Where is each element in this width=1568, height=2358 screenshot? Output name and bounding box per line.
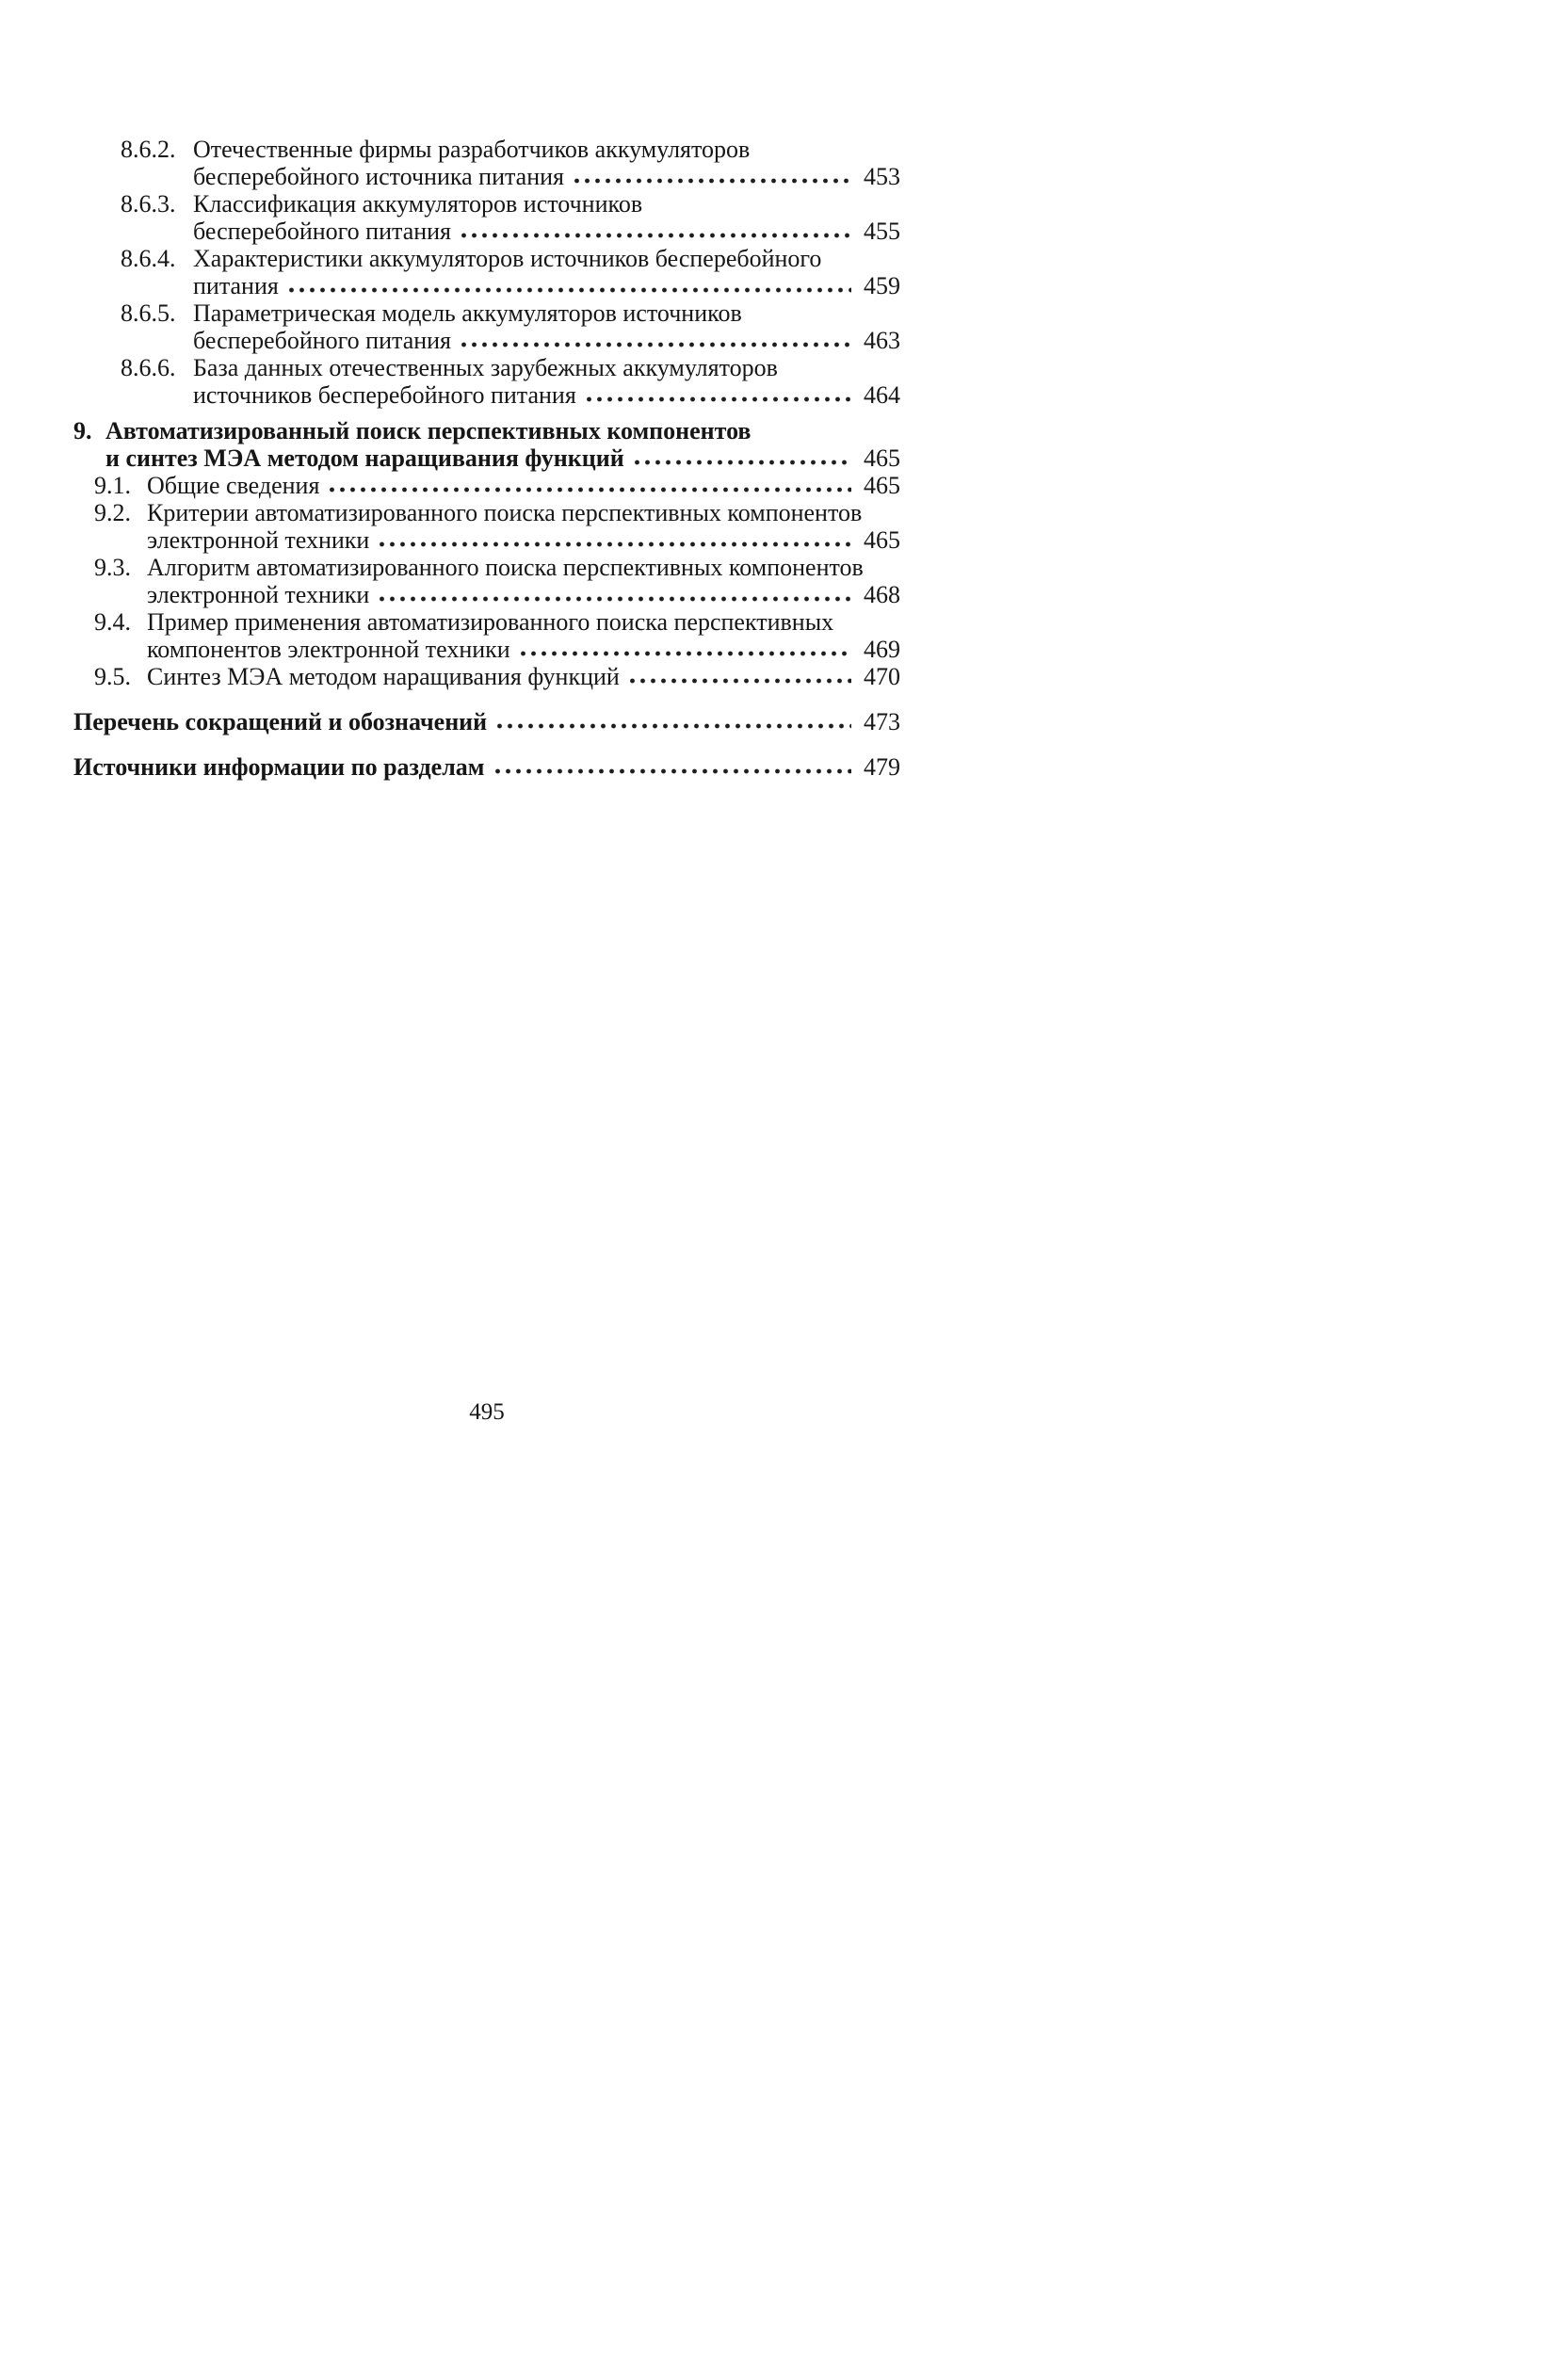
dot-leader [494,723,851,729]
entry-page-number: 468 [864,581,900,608]
footer-page-number: 495 [469,1399,505,1425]
toc-entry [73,663,900,690]
toc-entry [73,299,900,354]
entry-last-line [105,444,900,472]
toc-list [73,136,900,781]
entry-last-line [193,381,900,409]
entry-number: 8.6.6. [121,354,176,381]
entry-body [73,753,900,781]
entry-line: Автоматизированный поиск перспективных компонентов [105,417,752,444]
entry-body [193,245,900,299]
entry-text: компонентов электронной техники [147,636,510,663]
dot-leader [584,396,851,402]
entry-page-number: 453 [864,163,900,190]
entry-body [147,554,900,608]
entry-number: 9.5. [94,663,131,690]
entry-last-line [73,708,900,735]
entry-line: Отечественные фирмы разработчиков аккумуляторов [193,136,751,163]
entry-text: бесперебойного источника питания [193,163,564,190]
entry-last-line [193,163,900,190]
dot-leader [572,178,851,184]
entry-body [105,417,900,472]
entry-body [147,608,900,663]
entry-last-line [147,526,900,554]
toc-entry [73,245,900,299]
entry-page-number: 473 [864,708,900,735]
entry-line: Классификация аккумуляторов источников [193,190,643,218]
page-footer [73,1399,900,1426]
toc-entry [73,472,900,499]
toc-entry [73,354,900,409]
entry-number: 9.1. [94,472,131,499]
toc-entry [73,136,900,190]
entry-page-number: 469 [864,636,900,663]
entry-line: Критерии автоматизированного поиска перспективных компонентов [147,499,863,526]
entry-body [193,354,900,409]
entry-body [193,136,900,190]
dot-leader [627,678,851,684]
entry-body [193,190,900,245]
entry-last-line [193,218,900,245]
dot-leader [518,651,851,656]
toc-entry [73,554,900,608]
entry-number: 8.6.3. [121,190,176,218]
entry-number: 9. [73,417,92,444]
entry-number: 8.6.2. [121,136,176,163]
entry-page-number: 463 [864,327,900,354]
entry-text: и синтез МЭА методом наращивания функций [105,444,624,472]
toc-entry [73,708,900,735]
entry-text: электронной техники [147,526,370,554]
entry-number: 8.6.4. [121,245,176,272]
toc-entry [73,753,900,781]
entry-page-number: 459 [864,272,900,299]
toc-entry [73,190,900,245]
dot-leader [377,596,851,602]
dot-leader [632,460,851,465]
entry-line: Параметрическая модель аккумуляторов источников [193,299,742,327]
toc-entry [73,417,900,472]
entry-text: бесперебойного питания [193,218,452,245]
entry-text: питания [193,272,279,299]
entry-last-line [147,663,900,690]
entry-last-line [73,753,900,781]
toc-entry [73,608,900,663]
entry-text: Источники информации по разделам [73,753,485,781]
entry-text: бесперебойного питания [193,327,452,354]
entry-last-line [147,472,900,499]
entry-page-number: 455 [864,218,900,245]
entry-page-number: 479 [864,753,900,781]
entry-page-number: 465 [864,444,900,472]
entry-text: Синтез МЭА методом наращивания функций [147,663,620,690]
entry-body [147,472,900,499]
entry-body [73,708,900,735]
entry-text: Общие сведения [147,472,320,499]
entry-number: 8.6.5. [121,299,176,327]
entry-number: 9.4. [94,608,131,636]
entry-last-line [193,327,900,354]
entry-line: Пример применения автоматизированного поиска перспективных [147,608,834,636]
entry-page-number: 464 [864,381,900,409]
dot-leader [493,768,851,774]
entry-text: источников бесперебойного питания [193,381,576,409]
dot-leader [286,287,851,293]
dot-leader [459,233,851,238]
entry-text: электронной техники [147,581,370,608]
entry-body [147,499,900,554]
entry-number: 9.2. [94,499,131,526]
entry-line: База данных отечественных зарубежных аккумуляторов [193,354,778,381]
entry-page-number: 470 [864,663,900,690]
entry-line: Алгоритм автоматизированного поиска перспективных компонентов [147,554,864,581]
entry-last-line [147,581,900,608]
dot-leader [377,541,851,547]
entry-text: Перечень сокращений и обозначений [73,708,488,735]
entry-page-number: 465 [864,526,900,554]
entry-last-line [147,636,900,663]
entry-number: 9.3. [94,554,131,581]
dot-leader [459,342,851,347]
entry-line: Характеристики аккумуляторов источников бесперебойного [193,245,822,272]
toc-entry [73,499,900,554]
entry-page-number: 465 [864,472,900,499]
entry-body [147,663,900,690]
dot-leader [327,487,851,493]
entry-last-line [193,272,900,299]
entry-body [193,299,900,354]
